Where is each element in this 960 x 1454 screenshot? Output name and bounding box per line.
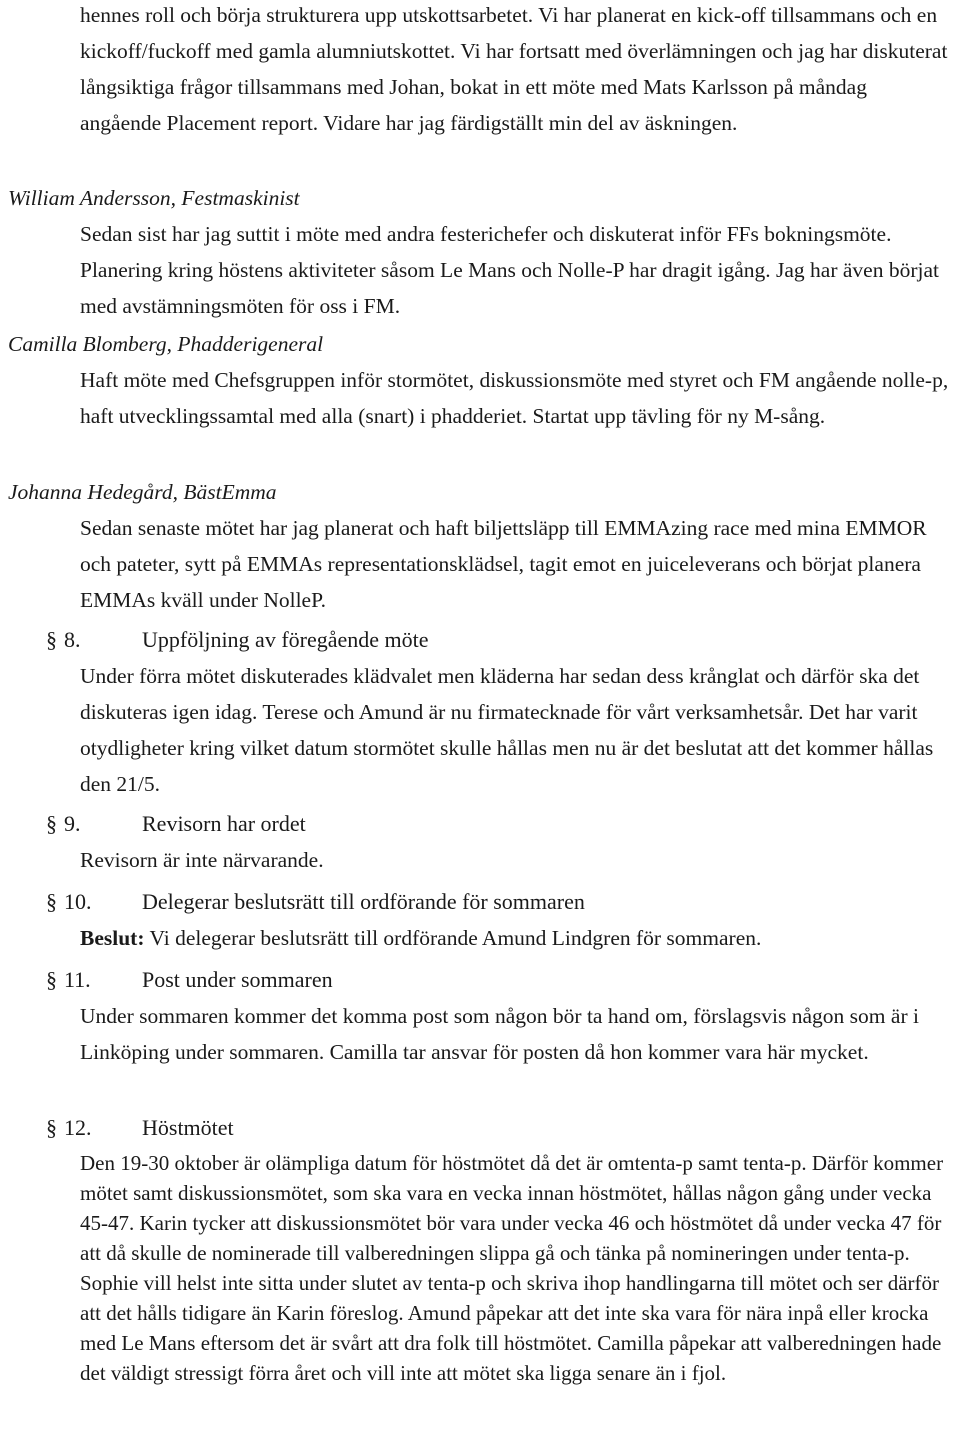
report-text-william: Sedan sist har jag suttit i möte med andra festerichefer och diskuterat inför FFs bokningsmöte. Planering kring höstens aktiviteter såsom Le Mans och Nolle-P har dragit igång. Jag har även börjat med avstämningsmöten för oss i FM. (80, 222, 939, 318)
section-heading-9 (46, 806, 306, 842)
section-heading-10 (46, 884, 585, 920)
section-text-8: Under förra mötet diskuterades klädvalet men kläderna har sedan dess krånglat och därför ska det diskuteras igen idag. Terese och Amund är nu firmatecknade för vårt verksamhetsår. Det har varit otydligheter kring vilket datum stormötet skulle hållas men nu är det beslutat att det kommer hållas den 21/5. (80, 664, 934, 796)
section-text-12: Den 19-30 oktober är olämpliga datum för höstmötet då det är omtenta-p samt tenta-p. Därför kommer mötet samt diskussionsmötet, som ska vara en vecka innan höstmötet, hållas någon gång under vecka 45-47. Karin tycker att diskussionsmötet bör vara under vecka 46 och höstmötet då under vecka 47 för att då skulle de nominerade till valberedningen slippa gå och tänka på nomineringen under tenta-p. Sophie vill helst inte sitta under slutet av tenta-p och skriva ihop handlingarna till mötet och ser därför att det hålls tidigare än Karin föreslog. Amund påpekar att det inte ska vara för nära inpå eller krocka med Le Mans eftersom det är svårt att dra folk till höstmötet. Camilla påpekar att valberedningen hade det väldigt stressigt förra året och vill inte att mötet ska ligga senare än i fjol. (80, 1151, 944, 1385)
section-text-10 (80, 920, 950, 956)
section-number: 9. (64, 811, 81, 836)
report-text-camilla: Haft möte med Chefsgruppen inför stormötet, diskussionsmöte med styret och FM angående nolle-p, haft utvecklingssamtal med alla (snart) i phadderiet. Startat upp tävling för ny M-sång. (80, 368, 949, 428)
section-symbol: § (46, 1115, 57, 1140)
section-title: Revisorn har ordet (142, 811, 306, 836)
section-number: 11. (64, 967, 91, 992)
intro-paragraph: hennes roll och börja strukturera upp utskottsarbetet. Vi har planerat en kick-off tillsammans och en kickoff/fuckoff med gamla alumniutskottet. Vi har fortsatt med överlämningen och jag har diskuterat långsiktiga frågor tillsammans med Johan, bokat in ett möte med Mats Karlsson på måndag angående Placement report. Vidare har jag färdigställt min del av äskningen. (80, 3, 948, 135)
section-text-9: Revisorn är inte närvarande. (80, 848, 324, 872)
section-title: Uppföljning av föregående möte (142, 627, 429, 652)
section-heading-8 (46, 622, 429, 658)
report-author-william: William Andersson, Festmaskinist (8, 186, 300, 210)
section-title: Post under sommaren (142, 967, 333, 992)
report-text-johanna: Sedan senaste mötet har jag planerat och haft biljettsläpp till EMMAzing race med mina EMMOR och pateter, sytt på EMMAs representationsklädsel, tagit emot en juiceleverans och börjat planera EMMAs kväll under NolleP. (80, 516, 927, 612)
section-title: Delegerar beslutsrätt till ordförande för sommaren (142, 889, 585, 914)
section-text-11: Under sommaren kommer det komma post som någon bör ta hand om, förslagsvis någon som är i Linköping under sommaren. Camilla tar ansvar för posten då hon kommer vara här mycket. (80, 1004, 919, 1064)
section-number: 10. (64, 889, 92, 914)
report-author-camilla: Camilla Blomberg, Phadderigeneral (8, 332, 324, 356)
section-heading-12 (46, 1110, 234, 1146)
section-heading-11 (46, 962, 333, 998)
section-symbol: § (46, 811, 57, 836)
section-symbol: § (46, 967, 57, 992)
decision-label: Beslut: (80, 926, 145, 950)
section-symbol: § (46, 889, 57, 914)
section-symbol: § (46, 627, 57, 652)
section-number: 12. (64, 1115, 92, 1140)
report-author-johanna: Johanna Hedegård, BästEmma (8, 480, 277, 504)
decision-text: Vi delegerar beslutsrätt till ordförande Amund Lindgren för sommaren. (144, 926, 762, 950)
section-number: 8. (64, 627, 81, 652)
section-title: Höstmötet (142, 1115, 234, 1140)
